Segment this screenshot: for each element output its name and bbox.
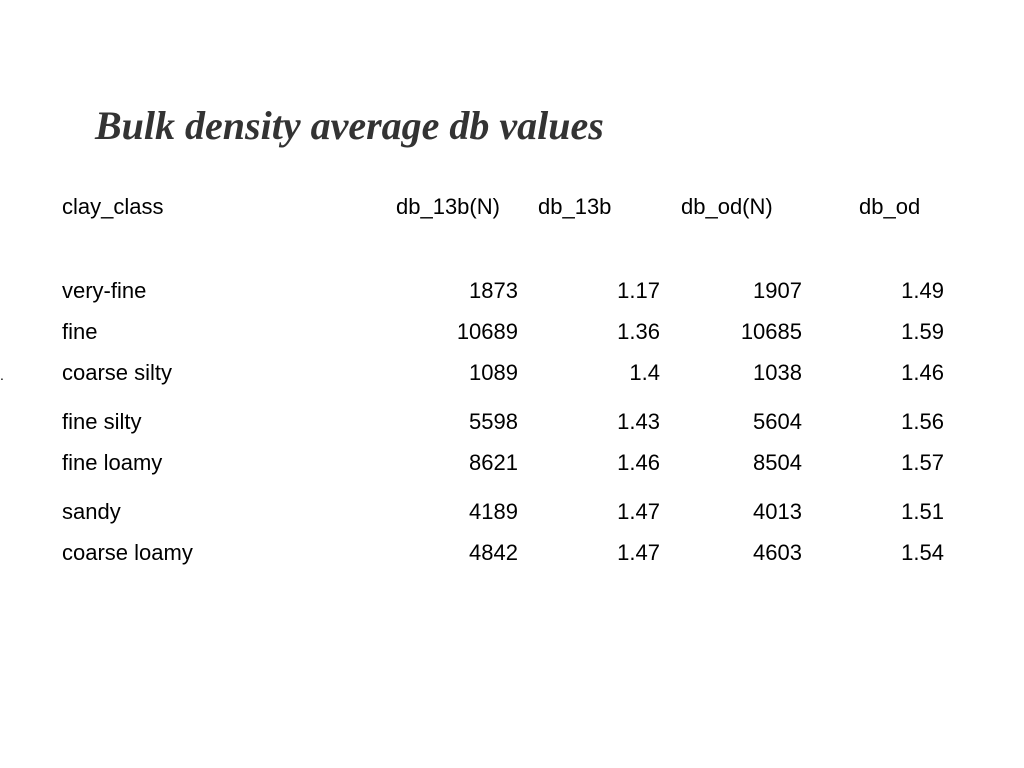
cell-db-13b-n: 1089 — [469, 360, 518, 385]
cell-db-od-n: 4603 — [753, 540, 802, 565]
cell-db-13b: 1.47 — [617, 499, 660, 524]
cell-db-13b-n: 8621 — [469, 450, 518, 475]
cell-db-13b-n: 10689 — [456, 319, 518, 344]
cell-db-13b: 1.17 — [617, 278, 660, 303]
cell-db-13b-n: 4842 — [469, 540, 518, 565]
cell-db-13b: 1.4 — [629, 360, 660, 385]
cell-db-od-n: 1907 — [753, 278, 802, 303]
cell-db-13b: 1.36 — [617, 319, 660, 344]
cell-clay-class: fine silty — [62, 409, 142, 434]
header-clay-class: clay_class — [62, 194, 164, 219]
edge-mark: . — [0, 367, 4, 383]
cell-db-13b-n: 4189 — [469, 499, 518, 524]
cell-db-od-n: 10685 — [740, 319, 802, 344]
cell-db-13b-n: 5598 — [469, 409, 518, 434]
cell-db-od: 1.46 — [901, 360, 944, 385]
cell-clay-class: fine — [62, 319, 98, 344]
header-db-od-n: db_od(N) — [681, 194, 773, 219]
cell-clay-class: coarse silty — [62, 360, 173, 385]
header-db-od: db_od — [859, 194, 921, 219]
header-db-13b-n: db_13b(N) — [396, 194, 500, 219]
cell-db-13b: 1.43 — [617, 409, 660, 434]
cell-db-od-n: 1038 — [753, 360, 802, 385]
cell-db-od: 1.51 — [901, 499, 944, 524]
cell-db-od-n: 4013 — [753, 499, 802, 524]
cell-db-13b: 1.47 — [617, 540, 660, 565]
cell-db-od-n: 8504 — [753, 450, 802, 475]
cell-db-od: 1.56 — [901, 409, 944, 434]
cell-db-od: 1.49 — [901, 278, 944, 303]
cell-db-od: 1.57 — [901, 450, 944, 475]
cell-clay-class: sandy — [62, 499, 121, 524]
cell-db-od-n: 5604 — [753, 409, 802, 434]
cell-clay-class: very-fine — [62, 278, 147, 303]
header-db-13b: db_13b — [538, 194, 612, 219]
cell-clay-class: coarse loamy — [62, 540, 193, 565]
cell-db-13b-n: 1873 — [469, 278, 518, 303]
cell-db-od: 1.59 — [901, 319, 944, 344]
cell-db-od: 1.54 — [901, 540, 944, 565]
cell-db-13b: 1.46 — [617, 450, 660, 475]
slide-title: Bulk density average db values — [95, 103, 604, 148]
cell-clay-class: fine loamy — [62, 450, 163, 475]
